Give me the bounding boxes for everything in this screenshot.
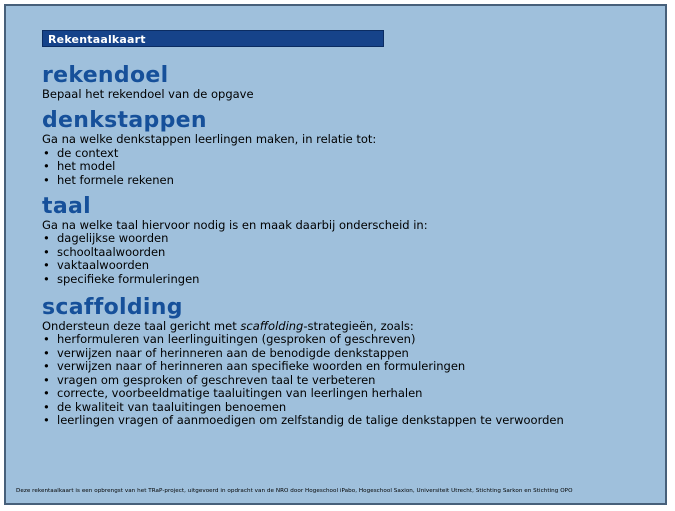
heading-taal: taal [42, 194, 91, 220]
section-denkstappen [42, 109, 662, 187]
list-item: • het formele rekenen [42, 174, 662, 187]
text-scaffolding-emphasis: scaffolding [240, 319, 304, 334]
text-denkstappen: Ga na welke denkstappen leerlingen maken, in relatie tot: [42, 132, 377, 147]
list-taal [42, 232, 662, 286]
list-scaffolding [42, 333, 662, 427]
list-item: • vragen om gesproken of geschreven taal te verbeteren [42, 374, 662, 387]
list-item: • het model [42, 160, 662, 173]
card-title-bar: Rekentaalkaart [42, 30, 384, 47]
list-item: • specifieke formuleringen [42, 273, 662, 286]
text-taal: Ga na welke taal hiervoor nodig is en maak daarbij onderscheid in: [42, 218, 428, 233]
spacer [42, 187, 662, 195]
section-taal [42, 195, 662, 286]
rekentaalkaart-card [4, 4, 667, 505]
list-item: • verwijzen naar of herinneren aan de benodigde denkstappen [42, 347, 662, 360]
heading-rekendoel: rekendoel [42, 63, 169, 88]
text-scaffolding-before: Ondersteun deze taal gericht met [42, 319, 241, 334]
list-item: • leerlingen vragen of aanmoedigen om zelfstandig de talige denkstappen te verwoorden [42, 414, 662, 427]
footer-credits: Deze rekentaalkaart is een opbrengst van het TRaP-project, uitgevoerd in opdracht van de NRO door Hogeschool iPabo, Hogeschool Saxion, Universiteit Utrecht, Stichting Sarkon en Stichting OPO [16, 488, 573, 494]
text-rekendoel: Bepaal het rekendoel van de opgave [42, 87, 254, 101]
list-item: • vaktaalwoorden [42, 259, 662, 272]
list-item: • schooltaalwoorden [42, 246, 662, 259]
list-item: • verwijzen naar of herinneren aan specifieke woorden en formuleringen [42, 360, 662, 373]
list-item: • herformuleren van leerlinguitingen (gesproken of geschreven) [42, 333, 662, 346]
heading-scaffolding: scaffolding [42, 295, 183, 321]
text-scaffolding-after: -strategieën, zoals: [303, 319, 414, 334]
text-scaffolding [42, 320, 662, 333]
heading-denkstappen: denkstappen [42, 108, 207, 134]
list-item: • dagelijkse woorden [42, 232, 662, 245]
list-item: • de kwaliteit van taaluitingen benoemen [42, 401, 662, 414]
card-content [42, 64, 662, 427]
section-rekendoel [42, 64, 662, 101]
list-item: • de context [42, 147, 662, 160]
list-item: • correcte, voorbeeldmatige taaluitingen van leerlingen herhalen [42, 387, 662, 400]
list-denkstappen [42, 147, 662, 187]
section-scaffolding [42, 296, 662, 427]
